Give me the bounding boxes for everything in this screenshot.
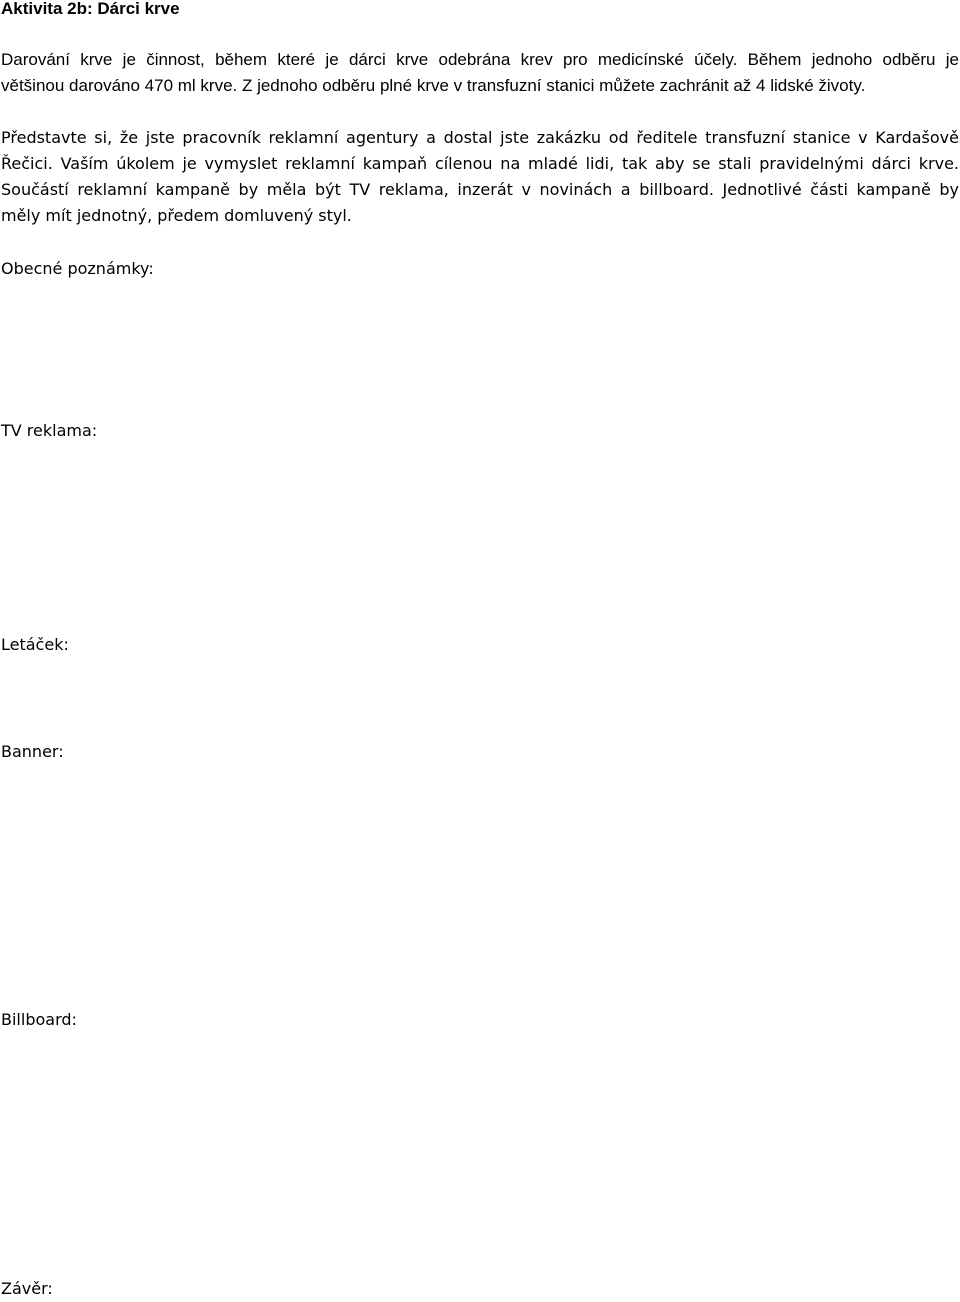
task-line-2: Řečici. Vaším úkolem je vymyslet reklamní kampaň cílenou na mladé lidi, tak aby se stali pravidelnými dárci krve. — [1, 154, 959, 173]
section-billboard: Billboard: — [1, 1010, 77, 1029]
page-title: Aktivita 2b: Dárci krve — [1, 0, 180, 18]
task-line-4: měly mít jednotný, předem domluvený styl. — [1, 206, 352, 225]
task-line-3: Součástí reklamní kampaně by měla být TV reklama, inzerát v novinách a billboard. Jednotlivé části kampaně by — [1, 180, 959, 199]
section-tv-ad: TV reklama: — [1, 421, 98, 440]
intro-paragraph — [1, 47, 959, 99]
task-line-1: Představte si, že jste pracovník reklamní agentury a dostal jste zakázku od ředitele transfuzní stanice v Kardašově — [1, 128, 959, 147]
section-conclusion: Závěr: — [1, 1279, 53, 1298]
section-general-notes: Obecné poznámky: — [1, 259, 154, 278]
task-paragraph — [1, 125, 959, 229]
intro-line-1: Darování krve je činnost, během které je dárci krve odebrána krev pro medicínské účely. Během jednoho odběru je — [1, 50, 959, 69]
section-banner: Banner: — [1, 742, 64, 761]
intro-line-2: většinou darováno 470 ml krve. Z jednoho odběru plné krve v transfuzní stanici můžete zachránit až 4 lidské životy. — [1, 76, 866, 95]
section-leaflet: Letáček: — [1, 635, 69, 654]
